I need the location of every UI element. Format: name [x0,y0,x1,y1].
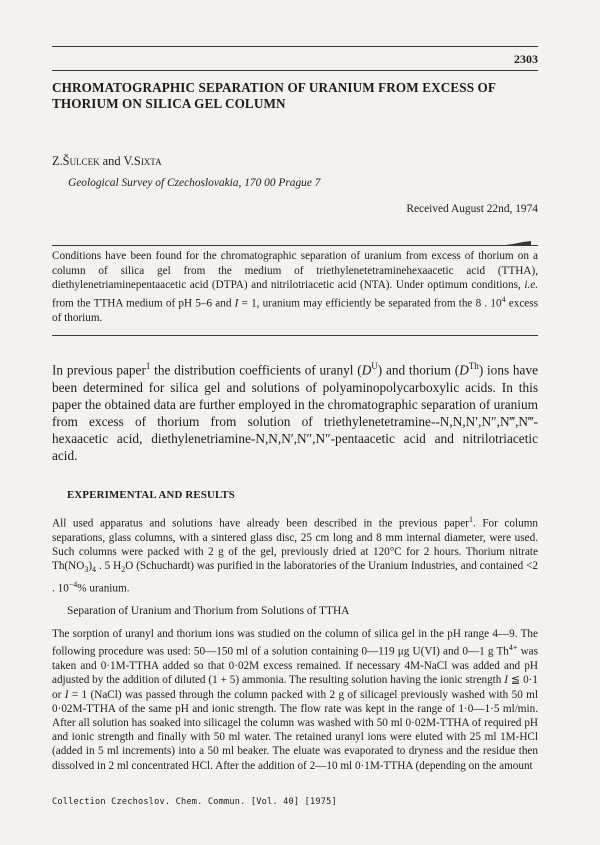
introduction-paragraph: In previous paper$^1$ the distribution coefficients of uranyl $(D^U)$ and thorium (DTh) ions have been determined for silica gel and solutions of polyaminopolycarboxylic acids. In this paper the obtained data are further employed in the chromatographic separation of uranium from excess of thorium from solution of triethylenetetramine--N,N,N′,N″,N‴,N‴-hexaacetic acid, diethylenetriamine-N,N,N′,N″,N″-pentaacetic acid and nitrilotriacetic acid. [52,361,538,464]
procedure-paragraph: The sorption of uranyl and thorium ions was studied on the column of silica gel in the pH range 4—9. The following procedure was used: 50—150 ml of a solution containing 0—119 μg U(VI) and 0—1 g $Th^{4+}$ was taken and 0·1M-TTHA added so that 0·02M excess remained. If necessary 4M-NaCl was added and pH adjusted by the addition of diluted (1 + 5) ammonia. The resulting solution having the ionic strength I ≦ 0·1 or I = 1 (NaCl) was passed through the column packed with 2 g of silicagel previously washed with 50 ml 0·02M-TTHA of the same pH and ionic strength. The flow rate was kept in the range of 1·0—1·5 ml/min. After all solution has soaked into silicagel the column was washed with 50 ml 0·02M-TTHA of required pH and ionic strength and finally with 50 ml water. The retained uranyl ions were eluted with 25 ml 1M-HCl (added in 5 ml increments) into a 50 ml beaker. The eluate was evaporated to dryness and the residue then dissolved in 2 ml concentrated HCl. After the addition of 2—10 ml 0·1M-TTHA (depending on the amount [52,628,538,772]
page-number: 2303 [514,52,538,66]
header-rule-lower [52,70,538,71]
article-title: CHROMATOGRAPHIC SEPARATION OF URANIUM FROM EXCESS OF THORIUM ON SILICA GEL COLUMN [52,80,496,111]
section-heading: EXPERIMENTAL AND RESULTS [67,489,235,501]
journal-footer: Collection Czechoslov. Chem. Commun. [Vol. 40] [1975] [52,797,337,807]
received-date: Received August 22nd, 1974 [406,203,538,215]
abstract: Conditions have been found for the chromatographic separation of uranium from excess of thorium on a column of silica gel from the medium of triethylenetetraminehexaacetic acid (TTHA), diethylenetriaminepentaacetic acid (DTPA) and nitrilotriacetic acid (NTA). Under optimum conditions, i.e. from the TTHA medium of pH 5–6 and I = 1, uranium may efficiently be separated from the 8 . $10^4$ excess of thorium. [52,250,538,325]
abstract-rule-top [52,245,538,246]
authors: Z.Šulcek and V.Sixta [52,154,162,168]
subsection-heading: Separation of Uranium and Thorium from Solutions of TTHA [67,605,350,617]
affiliation: Geological Survey of Czechoslovakia, 170 00 Prague 7 [68,177,321,189]
abstract-rule-bottom [52,335,538,336]
header-rule [52,46,538,47]
experimental-paragraph: All used apparatus and solutions have already been described in the previous paper$^1$. For column separations, glass columns, with a sintered glass disc, 25 cm long and 8 mm internal diameter, were used. Such columns were packed with 2 g of the gel, previously dried at 120°C for 2 hours. Thorium nitrate $Th(NO_3)_4$ . 5 $H_2O$ (Schuchardt) was purified in the laboratories of the Uranium Industries, and contained <2 . $10^{-4}\%$ uranium. [52,515,538,595]
